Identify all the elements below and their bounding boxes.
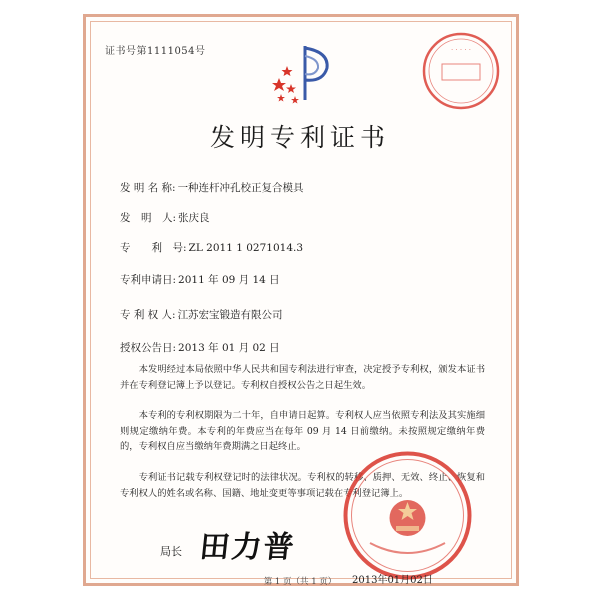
grant-date-row: [120, 340, 280, 355]
paragraph-3: 专利证书记载专利权登记时的法律状况。专利权的转移、质押、无效、终止、恢复和专利权人的姓名或名称、国籍、地址变更等事项记载在专利登记簿上。: [120, 472, 485, 499]
svg-text:· · · · ·: · · · · ·: [450, 46, 472, 54]
application-date-row: [120, 272, 280, 287]
agency-seal-icon: [420, 30, 502, 112]
patentee-row: [120, 307, 283, 322]
sipo-logo-icon: [265, 38, 335, 108]
patent-number-row: [120, 240, 303, 255]
patentee-label: 专 利 权 人:: [120, 309, 176, 321]
paragraph-2: 本专利的专利权期限为二十年，自申请日起算。专利权人应当依照专利法及其实施细则规定缴纳年费。本专利的年费应当在每年 09 月 14 日前缴纳。未按照规定缴纳年费的，专利权自应当缴纳年费期满之日起终止。: [120, 410, 485, 452]
application-date-value: 2011 年 09 月 14 日: [178, 274, 280, 286]
patent-number-label: 专 利 号:: [120, 242, 187, 254]
paragraph-1: 本发明经过本局依照中华人民共和国专利法进行审查，决定授予专利权，颁发本证书并在专利登记簿上予以登记。专利权自授权公告之日起生效。: [120, 364, 485, 391]
page-number: 第 1 页（共 1 页）: [263, 577, 337, 587]
patentee-value: 江苏宏宝锻造有限公司: [177, 309, 283, 321]
invention-name-label: 发 明 名 称:: [120, 182, 176, 194]
inventor-label: 发 明 人:: [120, 212, 177, 224]
inventor-value: 张庆良: [178, 212, 210, 224]
certificate-title: 发明专利证书: [209, 123, 390, 152]
grant-date-label: 授权公告日:: [120, 342, 177, 354]
inventor-row: [120, 210, 210, 225]
seal-date: 2013年01月02日: [352, 575, 433, 586]
invention-name-value: 一种连杆冲孔校正复合模具: [177, 182, 304, 194]
national-emblem-seal-icon: [340, 448, 475, 583]
director-signature: 田力普: [197, 530, 298, 565]
application-date-label: 专利申请日:: [120, 274, 177, 286]
invention-name-row: [120, 180, 304, 195]
director-label: 局长: [160, 545, 182, 558]
grant-date-value: 2013 年 01 月 02 日: [178, 342, 280, 354]
certificate-number: 证书号第1111054号: [105, 46, 206, 57]
patent-number-value: ZL 2011 1 0271014.3: [188, 242, 304, 254]
